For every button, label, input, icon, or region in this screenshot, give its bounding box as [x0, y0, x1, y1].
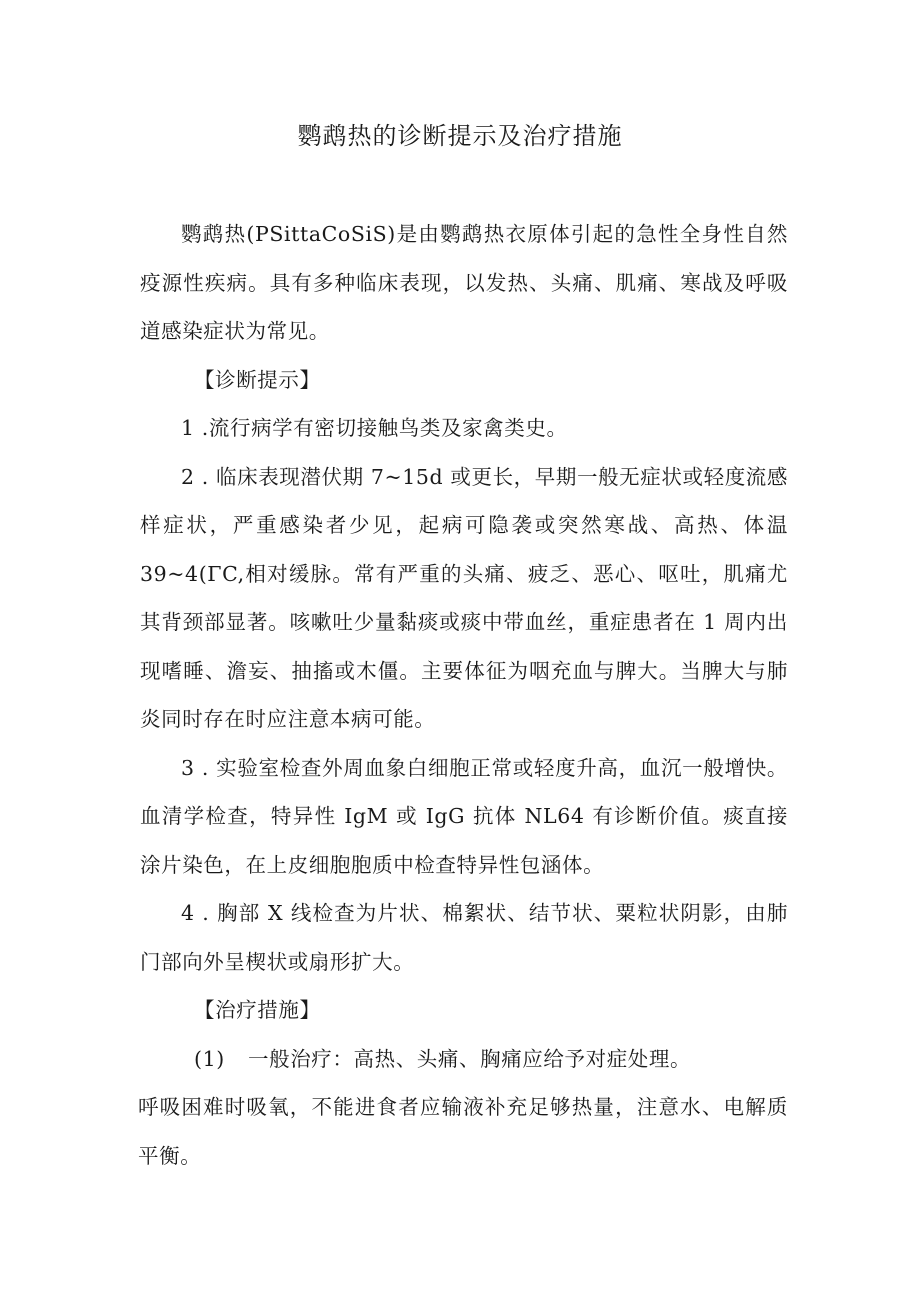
treatment-item-number: (1) — [194, 1046, 225, 1071]
diagnosis-item-4: 4 . 胸部 X 线检查为片状、棉絮状、结节状、粟粒状阴影，由肺门部向外呈楔状或扇形扩大。 — [140, 901, 788, 974]
diagnosis-item-2: 2 . 临床表现潜伏期 7~15d 或更长，早期一般无症状或轻度流感样症状，严重感染者少见，起病可隐袭或突然寒战、高热、体温 39~4(ΓC,相对缓脉。常有严重的头痛、疲乏、恶心、呕吐，肌痛尤其背颈部显著。咳嗽吐少量黏痰或痰中带血丝，重症患者在 1 周内出现嗜睡、澹妄、抽搐或木僵。主要体征为咽充血与脾大。当脾大与肺炎同时存在时应注意本病可能。 — [140, 464, 788, 731]
document-body — [140, 210, 788, 1180]
document-title: 鹦鹉热的诊断提示及治疗措施 — [297, 122, 623, 150]
intro-paragraph: 鹦鹉热(PSittaCoSiS)是由鹦鹉热衣原体引起的急性全身性自然疫源性疾病。具有多种临床表现，以发热、头痛、肌痛、寒战及呼吸道感染症状为常见。 — [140, 222, 788, 343]
diagnosis-item-1: 1 .流行病学有密切接触鸟类及家禽类史。 — [181, 416, 568, 440]
diagnosis-heading: 【诊断提示】 — [194, 367, 321, 392]
treatment-item-first-line — [140, 1035, 788, 1084]
treatment-item-continuation: 呼吸困难时吸氧，不能进食者应输液补充足够热量，注意水、电解质平衡。 — [138, 1095, 788, 1168]
treatment-item-lead: 一般治疗：高热、头痛、胸痛应给予对症处理。 — [248, 1046, 692, 1071]
diagnosis-item-3: 3 . 实验室检查外周血象白细胞正常或轻度升高，血沉一般增快。血清学检查，特异性 IgM 或 IgG 抗体 NL64 有诊断价值。痰直接涂片染色，在上皮细胞胞质中检查特异性包涵体。 — [140, 755, 788, 877]
treatment-item-1 — [140, 1035, 788, 1181]
treatment-heading: 【治疗措施】 — [194, 998, 321, 1022]
